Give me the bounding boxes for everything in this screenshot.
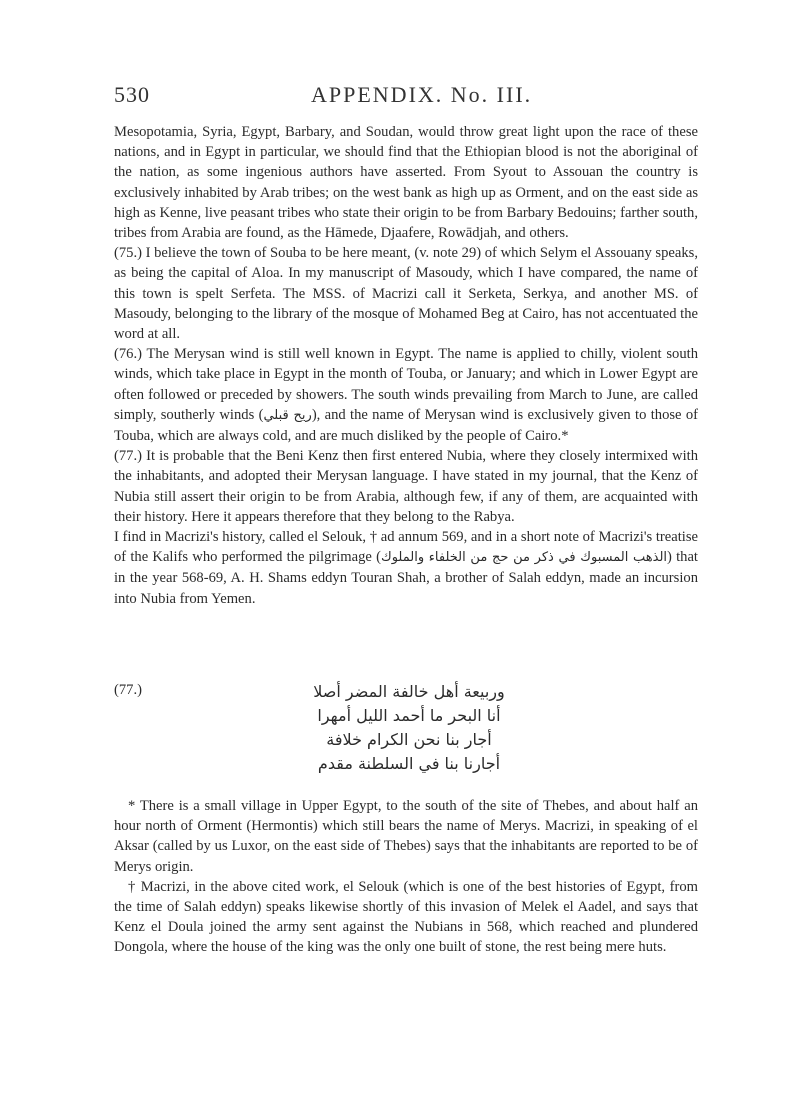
paragraph-note-76 — [114, 344, 698, 446]
verse-lines — [254, 680, 564, 776]
text-run: I find in Macrizi's history, called el Selouk, † ad annum 569, and in a short note of Macrizi's treatise of the Kalifs who performed the pilgrimage ( — [114, 529, 698, 566]
verse-line: أنا البحر ما أحمد الليل أمهرا — [317, 706, 501, 725]
page-number: 530 — [114, 82, 150, 107]
footnote-asterisk: * There is a small village in Upper Egypt, to the south of the site of Thebes, and about half an hour north of Orment (Hermontis) which still bears the name of Merys. Macrizi, in speaking of el Aksar (called by us Luxor, on the east side of Thebes) says that the inhabitants are reported to be of Merys origin. — [114, 798, 698, 875]
footnotes — [114, 796, 698, 958]
paragraph-note-77: (77.) It is probable that the Beni Kenz then first entered Nubia, where they closely intermixed with the inhabitants, and adopted their Merysan language. I have stated in my journal, that the Kenz of Nubia still assert their origin to be from Arabia, although few, if any of them, are acquainted with their history. Here it appears therefore that they belong to the Rabya. — [114, 448, 698, 525]
paragraph-note-75: (75.) I believe the town of Souba to be here meant, (v. note 29) of which Selym el Assouany speaks, as being the capital of Aloa. In my manuscript of Masoudy, which I have compared, the name of this town is spelt Serfeta. The MSS. of Macrizi call it Serketa, Serkya, and another MS. of Masoudy, belonging to the library of the mosque of Mohamed Beg at Cairo, has not accentuated the word at all. — [114, 245, 698, 343]
verse-line: أجار بنا نحن الكرام خلافة — [326, 730, 492, 749]
arabic-phrase: ريح قبلي — [263, 407, 312, 423]
text-run: (76.) The Merysan wind is still well known in Egypt. The name is applied to chilly, violent south winds, which take place in Egypt in the month of Touba, or January; and which in Lower Egypt are often followed or preceded by showers. The south winds prevailing from March to June, are called simply, southerly winds ( — [114, 346, 698, 423]
arabic-title: الذهب المسبوك في ذكر من حج من الخلفاء والملوك — [381, 550, 668, 566]
paragraph: Mesopotamia, Syria, Egypt, Barbary, and Soudan, would throw great light upon the race of these nations, and in Egypt in particular, we should find that the Ethiopian blood is not the aboriginal of the nation, as some ingenious authors have asserted. From Syout to Assouan the country is exclusively inhabited by Arab tribes; on the west bank as high up as Orment, and on the east side as high as Kenne, live peasant tribes who state their origin to be from Barbary Bedouins; farther south, tribes from Arabia are found, as the Hāmede, Djaafere, Rowādjah, and others. — [114, 124, 698, 242]
verse-label: (77.) — [114, 682, 142, 698]
verse-line: أجارنا بنا في السلطنة مقدم — [317, 754, 501, 773]
page-header — [114, 82, 714, 108]
text-run: ), and the name of Merysan wind is exclusively given to those of Touba, which are always cold, and are much disliked by the people of Cairo.* — [114, 406, 698, 445]
verse-line: وربيعة أهل خالفة المضر أصلا — [313, 682, 505, 701]
text-run: ) that in the year 568-69, A. H. Shams eddyn Touran Shah, a brother of Salah eddyn, made an incursion into Nubia from Yemen. — [114, 549, 698, 607]
footnote-dagger: † Macrizi, in the above cited work, el Selouk (which is one of the best histories of Egypt, from the time of Salah eddyn) speaks likewise shortly of this invasion of Melek el Aadel, and says that Kenz el Doula joined the army sent against the Nubians in 568, which reached and plundered Dongola, where the house of the king was the only one built of stone, the rest being mere huts. — [114, 878, 698, 956]
paragraph — [114, 527, 698, 609]
main-text — [114, 122, 698, 609]
running-head: APPENDIX. No. III. — [311, 82, 533, 107]
